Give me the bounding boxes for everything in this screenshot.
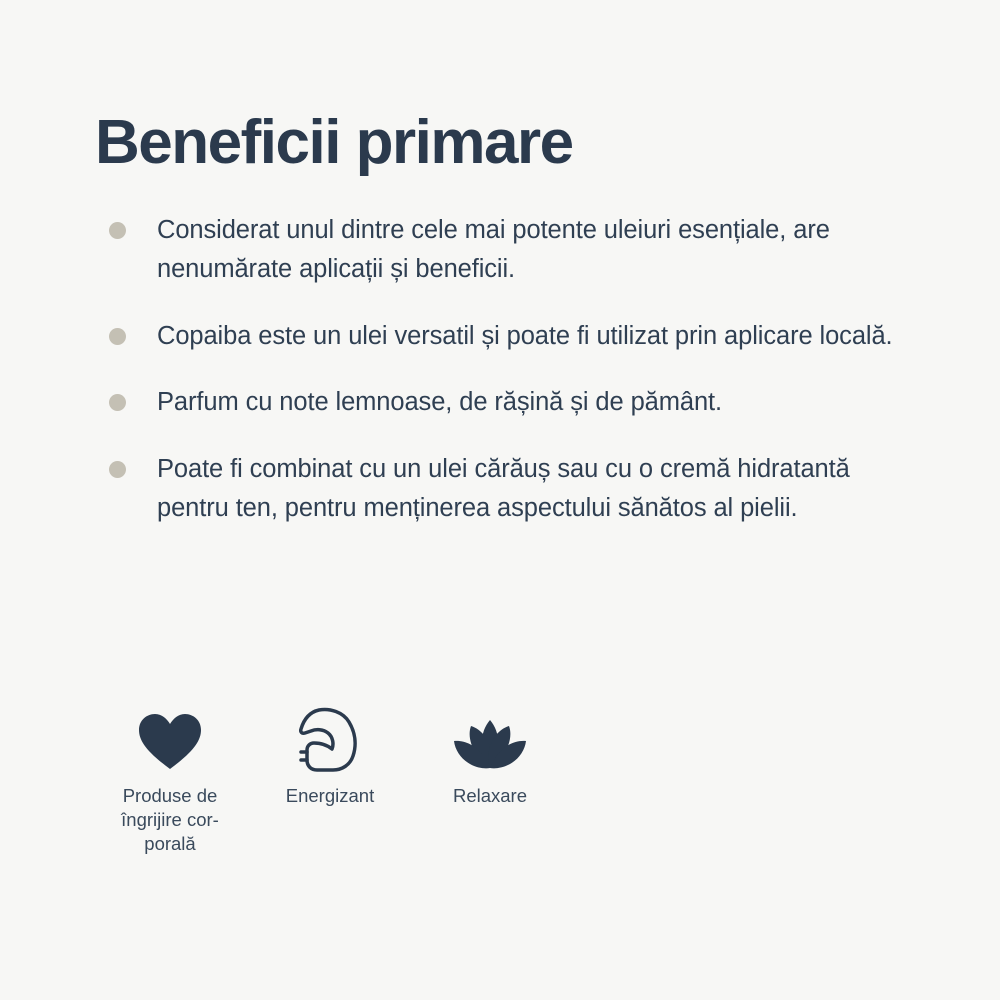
list-item-text: Copaiba este un ulei versatil și poate fi utilizat prin aplicare locală. bbox=[157, 321, 893, 350]
benefit-icons-row bbox=[95, 700, 575, 856]
list-item-text: Poate fi combinat cu un ulei cărăuș sau cu o cremă hidratantă pentru ten, pentru menținerea aspectului sănătos al pielii. bbox=[157, 455, 850, 522]
icon-block-body-care bbox=[95, 700, 245, 856]
slide-content bbox=[95, 110, 925, 556]
list-item-text: Considerat unul dintre cele mai potente uleiuri esențiale, are nenumărate aplicații și beneficii. bbox=[157, 216, 830, 283]
bullet-dot-icon bbox=[109, 328, 126, 345]
list-item bbox=[95, 450, 925, 528]
icon-caption: Energizant bbox=[285, 785, 375, 806]
icon-caption: Relaxare bbox=[452, 785, 528, 806]
icon-caption: Produse de îngrijire cor-porală bbox=[121, 785, 219, 855]
bullet-dot-icon bbox=[109, 394, 126, 411]
icon-block-relaxation bbox=[415, 700, 565, 808]
bullet-dot-icon bbox=[109, 461, 126, 478]
list-item bbox=[95, 317, 925, 356]
icon-block-energizing bbox=[255, 700, 405, 808]
heart-icon bbox=[95, 700, 245, 772]
list-item bbox=[95, 383, 925, 422]
page-title: Beneficii primare bbox=[95, 108, 573, 177]
bullet-dot-icon bbox=[109, 222, 126, 239]
list-item bbox=[95, 211, 925, 289]
list-item-text: Parfum cu note lemnoase, de rășină și de pământ. bbox=[157, 388, 723, 417]
flexed-bicep-icon bbox=[255, 700, 405, 772]
lotus-flower-icon bbox=[415, 700, 565, 772]
benefits-list bbox=[95, 211, 925, 528]
